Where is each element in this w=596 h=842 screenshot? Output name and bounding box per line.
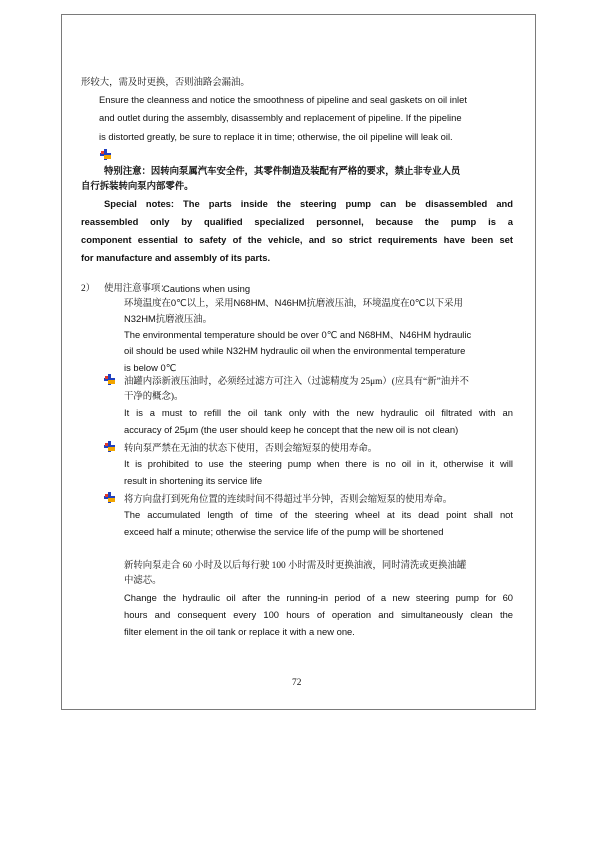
para-en-line-1: Ensure the cleanness and notice the smoothness of pipeline and seal gaskets on oil inlet <box>99 94 467 105</box>
continuation-cn: 形较大，需及时更换，否则油路会漏油。 <box>81 78 250 88</box>
bullet-1-cn-line-1: 油罐内添新液压油时，必须经过滤方可注入（过滤精度为 25μm）(应具有“新”油并不 <box>124 377 469 387</box>
special-note-en-line-2: reassembled only by qualified specialized personnel, because the pump is a <box>81 216 513 227</box>
special-note-cn-line-2: 自行拆装转向泵内部零件。 <box>81 182 194 192</box>
final-en-line-1: Change the hydraulic oil after the running-in period of a new steering pump for 60 <box>124 592 513 603</box>
special-note-en-line-3: component essential to safety of the vehicle, and so strict requirements have been set <box>81 234 513 245</box>
special-note-cn-line-1: 特别注意：因转向泵属汽车安全件，其零件制造及装配有严格的要求，禁止非专业人员 <box>104 167 461 177</box>
section-number: 2） <box>81 284 96 294</box>
env-en-line-1: The environmental temperature should be over 0℃ and N68HM、N46HM hydraulic <box>124 329 472 340</box>
hand-pointer-bullet-icon <box>104 441 115 452</box>
bullet-1-en-line-2: accuracy of 25μm (the user should keep he concept that the new oil is not clean) <box>124 424 459 435</box>
env-en-line-2: oil should be used while N32HM hydraulic oil when the environmental temperature <box>124 345 466 356</box>
final-cn-line-1: 新转向泵走合 60 小时及以后每行驶 100 小时需及时更换油液，同时清洗或更换油罐 <box>124 561 467 571</box>
section-heading-cn: 使用注意事项： <box>104 284 170 294</box>
special-note-en-line-1: Special notes: The parts inside the steering pump can be disassembled and <box>104 198 513 209</box>
final-en-line-3: filter element in the oil tank or replace it with a new one. <box>124 626 355 637</box>
bullet-1-en-line-1: It is a must to refill the oil tank only with the new hydraulic oil filtrated with an <box>124 407 513 418</box>
hand-pointer-bullet-icon <box>104 374 115 385</box>
env-en-line-3: is below 0℃ <box>124 362 177 373</box>
bullet-3-en-line-1: The accumulated length of time of the steering wheel at its dead point shall not <box>124 509 513 520</box>
bullet-3-en-line-2: exceed half a minute; otherwise the service life of the pump will be shortened <box>124 526 444 537</box>
para-en-line-3: is distorted greatly, be sure to replace it in time; otherwise, the oil pipeline will leak oil. <box>99 131 453 142</box>
hand-pointer-bullet-icon <box>100 149 111 160</box>
page-number: 72 <box>292 678 302 688</box>
bullet-3-cn-line-1: 将方向盘打到死角位置的连续时间不得超过半分钟，否则会缩短泵的使用寿命。 <box>124 495 453 505</box>
bullet-2-cn-line-1: 转向泵严禁在无油的状态下使用，否则会缩短泵的使用寿命。 <box>124 444 378 454</box>
bullet-1-cn-line-2: 干净的概念)。 <box>124 392 184 402</box>
bullet-2-en-line-2: result in shortening its service life <box>124 475 263 486</box>
env-cn-line-1: 环境温度在0℃以上，采用N68HM、N46HM抗磨液压油，环境温度在0℃以下采用 <box>124 297 463 309</box>
final-cn-line-2: 中滤芯。 <box>124 576 162 586</box>
para-en-line-2: and outlet during the assembly, disassembly and replacement of pipeline. If the pipeline <box>99 112 462 123</box>
env-cn-line-2: N32HM抗磨液压油。 <box>124 313 213 325</box>
bullet-2-en-line-1: It is prohibited to use the steering pump when there is no oil in it, otherwise it will <box>124 458 513 469</box>
section-heading-en: Cautions when using <box>163 283 251 294</box>
special-note-en-line-4: for manufacture and assembly of its parts. <box>81 252 271 263</box>
hand-pointer-bullet-icon <box>104 492 115 503</box>
final-en-line-2: hours and consequent every 100 hours of operation and simultaneously clean the <box>124 609 513 620</box>
